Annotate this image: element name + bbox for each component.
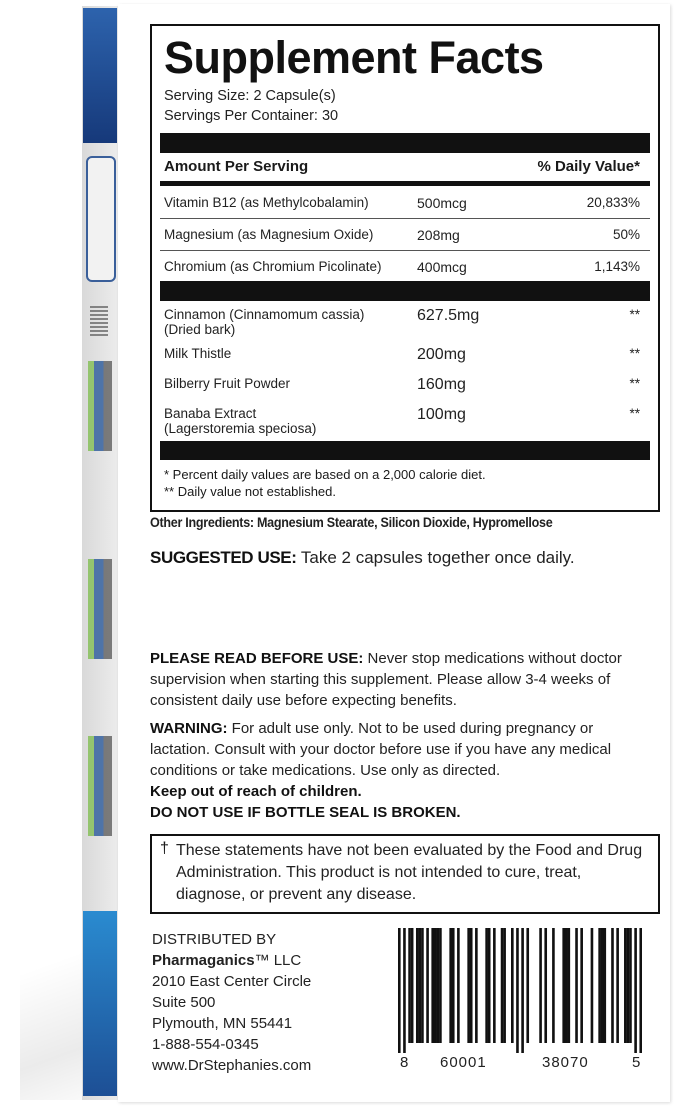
barcode-bar	[575, 928, 578, 1043]
barcode-bar	[624, 928, 627, 1043]
address-city: Plymouth, MN 55441	[152, 1015, 293, 1032]
please-read-text: Never stop medications without doctor supervision when starting this supplement. Please allow 3-4 weeks of consistent daily use before expecting benefits.	[150, 650, 622, 709]
ingredient-dv: **	[629, 376, 640, 391]
barcode-bar	[398, 928, 401, 1053]
barcode-bar	[544, 928, 547, 1043]
barcode-digits-left: 60001	[440, 1054, 487, 1071]
side-feature-1	[88, 361, 112, 451]
ingredient-name: Bilberry Fruit Powder	[164, 376, 291, 391]
website: www.DrStephanies.com	[152, 1057, 312, 1074]
barcode-bar	[408, 928, 411, 1043]
nutrient-dv: 50%	[612, 227, 640, 242]
nutrient-name: Magnesium (as Magnesium Oxide)	[164, 227, 374, 242]
barcode-bar	[639, 928, 642, 1053]
barcode-bar	[580, 928, 583, 1043]
barcode-bar	[457, 928, 460, 1043]
warning-text: For adult use only. Not to be used during pregnancy or lactation. Consult with your doctor before use if you have any medical conditions or take medications. Use only as directed.	[150, 720, 612, 779]
footnote-not-established: ** Daily value not established.	[164, 484, 336, 499]
warning-notice	[150, 718, 650, 823]
barcode-bar	[421, 928, 424, 1043]
barcode-bar	[431, 928, 434, 1043]
side-badge	[86, 156, 116, 282]
barcode-bar	[539, 928, 542, 1043]
barcode-bar	[452, 928, 455, 1043]
barcode-bar	[591, 928, 594, 1043]
ingredient-amount: 627.5mg	[417, 307, 480, 324]
barcode-bar	[437, 928, 440, 1043]
nutrient-row	[164, 259, 640, 274]
divider-bar	[160, 133, 650, 153]
barcode-bar	[568, 928, 571, 1043]
header-amount: Amount Per Serving	[164, 158, 309, 175]
phone: 1-888-554-0345	[152, 1036, 259, 1053]
side-text	[90, 306, 108, 336]
ingredient-dv: **	[629, 307, 640, 322]
side-bottom-block	[83, 911, 117, 1096]
please-read-label: PLEASE READ BEFORE USE:	[150, 650, 364, 667]
nutrient-amount: 208mg	[417, 227, 460, 243]
ingredient-name-detail: (Dried bark)	[164, 322, 236, 337]
barcode-bar	[516, 928, 519, 1053]
company-suffix: ™ LLC	[254, 952, 302, 969]
ingredient-amount: 160mg	[417, 376, 466, 393]
header-daily-value: % Daily Value*	[537, 158, 640, 175]
box-side-panel	[82, 6, 118, 1100]
barcode-bar	[439, 928, 442, 1043]
warning-label: WARNING:	[150, 720, 228, 737]
ingredient-row	[164, 346, 640, 361]
nutrient-row	[164, 227, 640, 242]
barcode-bar	[552, 928, 555, 1043]
divider-thin	[160, 218, 650, 219]
barcode-bar	[503, 928, 506, 1043]
barcode-bar	[629, 928, 632, 1043]
ingredient-row	[164, 406, 640, 436]
barcode-bar	[488, 928, 491, 1043]
seal-warning: DO NOT USE IF BOTTLE SEAL IS BROKEN.	[150, 804, 461, 821]
barcode-bar	[485, 928, 488, 1043]
footnote-daily-values: * Percent daily values are based on a 2,000 calorie diet.	[164, 467, 486, 482]
ingredient-name-detail: (Lagerstoremia speciosa)	[164, 421, 317, 436]
barcode-bar	[470, 928, 473, 1043]
ingredient-dv: **	[629, 346, 640, 361]
barcode-bar	[611, 928, 614, 1043]
barcode-bar	[475, 928, 478, 1043]
barcode-bar	[511, 928, 514, 1043]
keep-out-of-reach: Keep out of reach of children.	[150, 783, 362, 800]
barcode-bar	[416, 928, 419, 1043]
ingredient-amount: 200mg	[417, 346, 466, 363]
ingredient-amount: 100mg	[417, 406, 466, 423]
nutrient-amount: 500mcg	[417, 195, 467, 211]
fda-disclaimer-box	[150, 834, 660, 914]
distributor-info	[152, 929, 311, 1076]
divider-thin	[160, 250, 650, 251]
nutrient-dv: 20,833%	[586, 195, 640, 210]
barcode-bar	[616, 928, 619, 1043]
disclaimer-text: These statements have not been evaluated by the Food and Drug Administration. This product is not intended to cure, treat, diagnose, or prevent any disease.	[176, 842, 643, 903]
barcode-bar	[493, 928, 496, 1043]
barcode-bar	[598, 928, 601, 1043]
barcode-digits-right: 38070	[542, 1054, 589, 1071]
barcode-digit-first: 8	[400, 1054, 409, 1071]
servings-per-container: Servings Per Container: 30	[164, 108, 339, 124]
nutrient-name: Vitamin B12 (as Methylcobalamin)	[164, 195, 369, 210]
address-line-1: 2010 East Center Circle	[152, 973, 312, 990]
barcode-bar	[501, 928, 504, 1043]
barcode-bar	[434, 928, 437, 1043]
supplement-facts-panel	[150, 24, 660, 512]
side-feature-2	[88, 559, 112, 659]
suggested-use	[150, 547, 575, 568]
barcode-bar	[526, 928, 529, 1043]
barcode-bar	[603, 928, 606, 1043]
serving-size: Serving Size: 2 Capsule(s)	[164, 88, 336, 104]
ingredient-row	[164, 307, 640, 337]
barcode-bar	[562, 928, 565, 1043]
side-feature-3	[88, 736, 112, 836]
barcode-digit-last: 5	[632, 1054, 641, 1071]
facts-title: Supplement Facts	[164, 32, 544, 83]
divider-bar	[160, 441, 650, 460]
nutrient-row	[164, 195, 640, 210]
address-line-2: Suite 500	[152, 994, 216, 1011]
other-ingredients: Other Ingredients: Magnesium Stearate, Silicon Dioxide, Hypromellose	[150, 515, 553, 530]
divider-thick	[160, 181, 650, 186]
barcode-bar	[449, 928, 452, 1043]
ingredient-name: Banaba Extract	[164, 406, 257, 421]
nutrient-dv: 1,143%	[594, 259, 640, 274]
barcode-bar	[601, 928, 604, 1043]
ingredient-row	[164, 376, 640, 391]
ingredient-dv: **	[629, 406, 640, 421]
company-name: Pharmaganics	[152, 952, 255, 969]
suggested-use-label: SUGGESTED USE:	[150, 548, 297, 567]
ingredient-name: Milk Thistle	[164, 346, 232, 361]
side-logo-block	[83, 8, 117, 143]
distributed-by: DISTRIBUTED BY	[152, 931, 277, 948]
barcode-bar	[411, 928, 414, 1043]
upc-barcode	[398, 928, 642, 1053]
suggested-use-text: Take 2 capsules together once daily.	[296, 548, 575, 567]
barcode-bar	[426, 928, 429, 1043]
barcode-bar	[627, 928, 630, 1043]
ingredient-name: Cinnamon (Cinnamomum cassia)	[164, 307, 365, 322]
dagger-symbol: †	[160, 840, 169, 857]
barcode-bar	[521, 928, 524, 1053]
please-read-notice	[150, 648, 660, 711]
barcode-bar	[403, 928, 406, 1053]
divider-bar	[160, 281, 650, 301]
nutrient-name: Chromium (as Chromium Picolinate)	[164, 259, 382, 274]
barcode-bar	[565, 928, 568, 1043]
barcode-bar	[467, 928, 470, 1043]
barcode-bar	[634, 928, 637, 1053]
nutrient-amount: 400mcg	[417, 259, 467, 275]
barcode-bar	[419, 928, 422, 1043]
